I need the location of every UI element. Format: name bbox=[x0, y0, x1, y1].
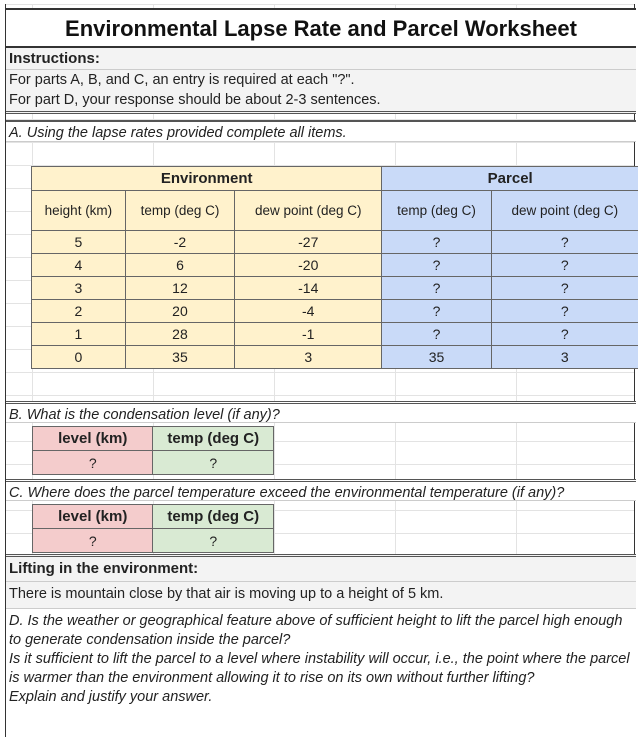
height-cell: 4 bbox=[32, 254, 126, 277]
env-dewpoint-cell: -14 bbox=[235, 277, 382, 300]
parcel-dewpoint-cell: 3 bbox=[491, 346, 638, 369]
env-temp-cell: 20 bbox=[125, 300, 234, 323]
env-dewpoint-cell: -27 bbox=[235, 231, 382, 254]
height-cell: 2 bbox=[32, 300, 126, 323]
env-temp-cell: 28 bbox=[125, 323, 234, 346]
table-row bbox=[32, 346, 638, 369]
part-a-question: A. Using the lapse rates provided complete all items. bbox=[6, 120, 636, 142]
parcel-temp-cell[interactable]: ? bbox=[382, 300, 491, 323]
height-cell: 0 bbox=[32, 346, 126, 369]
env-temp-cell: -2 bbox=[125, 231, 234, 254]
env-dewpoint-cell: -1 bbox=[235, 323, 382, 346]
condensation-level-table bbox=[32, 426, 274, 475]
part-b-question: B. What is the condensation level (if any)? bbox=[6, 401, 636, 423]
env-temp-cell: 35 bbox=[125, 346, 234, 369]
env-dewpoint-cell: 3 bbox=[235, 346, 382, 369]
parcel-dewpoint-cell[interactable]: ? bbox=[491, 323, 638, 346]
part-d-question[interactable] bbox=[6, 608, 636, 737]
page-title: Environmental Lapse Rate and Parcel Worksheet bbox=[6, 8, 636, 48]
parcel-temp-cell[interactable]: ? bbox=[382, 277, 491, 300]
parcel-temp-cell: 35 bbox=[382, 346, 491, 369]
part-d-line-1: D. Is the weather or geographical feature above of sufficient height to lift the parcel high enough to generate condensation inside the parcel? bbox=[9, 613, 623, 648]
instructions-heading: Instructions: bbox=[6, 48, 636, 70]
worksheet-sheet bbox=[5, 4, 635, 737]
instability-level-table bbox=[32, 504, 274, 553]
instructions-line-2: For part D, your response should be about 2-3 sentences. bbox=[9, 92, 381, 108]
column-header-level: level (km) bbox=[33, 427, 153, 451]
instructions-section bbox=[6, 48, 636, 114]
parcel-dewpoint-cell[interactable]: ? bbox=[491, 300, 638, 323]
lifting-section bbox=[6, 554, 636, 608]
height-cell: 3 bbox=[32, 277, 126, 300]
table-row bbox=[32, 254, 638, 277]
lifting-text: There is mountain close by that air is moving up to a height of 5 km. bbox=[9, 586, 444, 602]
height-cell: 5 bbox=[32, 231, 126, 254]
parcel-temp-cell[interactable]: ? bbox=[382, 254, 491, 277]
height-cell: 1 bbox=[32, 323, 126, 346]
column-header-env-dewpoint: dew point (deg C) bbox=[235, 191, 382, 231]
env-temp-cell: 6 bbox=[125, 254, 234, 277]
condensation-temp-cell[interactable]: ? bbox=[153, 451, 274, 475]
part-d-line-2: Is it sufficient to lift the parcel to a level where instability will occur, i.e., the point where the parcel is warmer than the environment allowing it to rise on its own without further lifting? bbox=[9, 651, 630, 686]
parcel-group-header: Parcel bbox=[382, 167, 638, 191]
environment-group-header: Environment bbox=[32, 167, 382, 191]
table-row bbox=[32, 277, 638, 300]
parcel-dewpoint-cell[interactable]: ? bbox=[491, 231, 638, 254]
column-header-temp: temp (deg C) bbox=[153, 427, 274, 451]
parcel-temp-cell[interactable]: ? bbox=[382, 323, 491, 346]
part-c-question: C. Where does the parcel temperature exceed the environmental temperature (if any)? bbox=[6, 479, 636, 501]
condensation-level-cell[interactable]: ? bbox=[33, 451, 153, 475]
lifting-heading: Lifting in the environment: bbox=[6, 557, 636, 582]
env-dewpoint-cell: -20 bbox=[235, 254, 382, 277]
column-header-height: height (km) bbox=[32, 191, 126, 231]
instructions-line-1: For parts A, B, and C, an entry is required at each "?". bbox=[9, 72, 355, 88]
column-header-temp: temp (deg C) bbox=[153, 505, 274, 529]
lapse-rate-table bbox=[31, 166, 638, 369]
instability-level-cell[interactable]: ? bbox=[33, 529, 153, 553]
table-row bbox=[32, 323, 638, 346]
column-header-parcel-temp: temp (deg C) bbox=[382, 191, 491, 231]
env-dewpoint-cell: -4 bbox=[235, 300, 382, 323]
column-header-level: level (km) bbox=[33, 505, 153, 529]
instability-temp-cell[interactable]: ? bbox=[153, 529, 274, 553]
parcel-temp-cell[interactable]: ? bbox=[382, 231, 491, 254]
part-d-line-3: Explain and justify your answer. bbox=[9, 689, 213, 705]
table-row bbox=[32, 300, 638, 323]
parcel-dewpoint-cell[interactable]: ? bbox=[491, 254, 638, 277]
column-header-parcel-dewpoint: dew point (deg C) bbox=[491, 191, 638, 231]
parcel-dewpoint-cell[interactable]: ? bbox=[491, 277, 638, 300]
table-row bbox=[32, 231, 638, 254]
column-header-env-temp: temp (deg C) bbox=[125, 191, 234, 231]
env-temp-cell: 12 bbox=[125, 277, 234, 300]
